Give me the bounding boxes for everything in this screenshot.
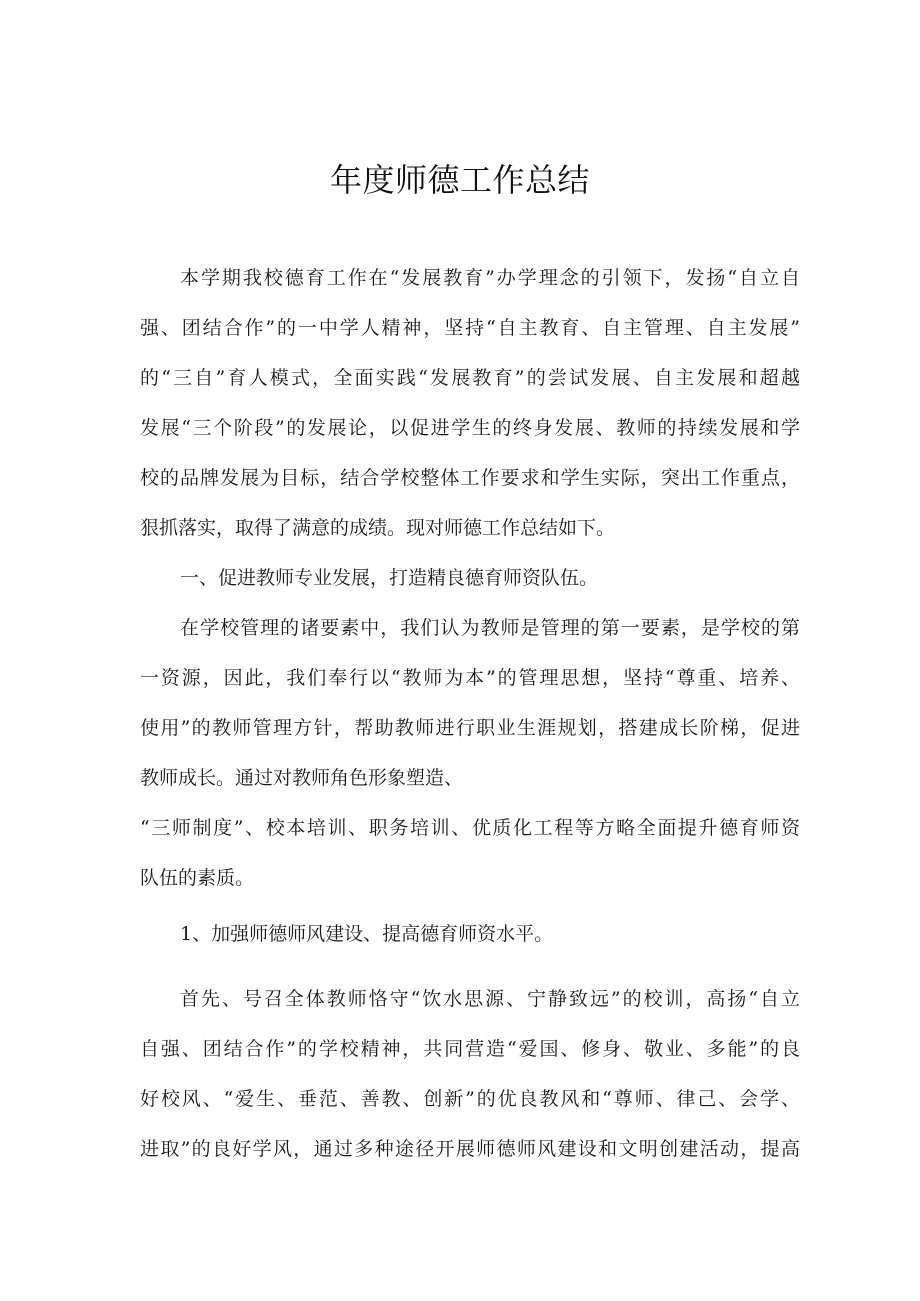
paragraph-line: 好校风、“爱生、垂范、善教、创新”的优良教风和“尊师、律己、会学、 [140, 1088, 800, 1110]
paragraph-line: 进取”的良好学风，通过多种途径开展师德师风建设和文明创建活动，提高 [140, 1138, 800, 1160]
paragraph-line: 狠抓落实，取得了满意的成绩。现对师德工作总结如下。 [140, 517, 616, 539]
paragraph-line: 本学期我校德育工作在“发展教育”办学理念的引领下，发扬“自立自 [180, 267, 800, 289]
paragraph-line: 使用”的教师管理方针，帮助教师进行职业生涯规划，搭建成长阶梯，促进 [140, 717, 800, 739]
paragraph-line: 教师成长。通过对教师角色形象塑造、 [140, 767, 464, 789]
paragraph-line: 自强、团结合作”的学校精神，共同营造“爱国、修身、敬业、多能”的良 [140, 1038, 800, 1060]
paragraph-line: 发展“三个阶段”的发展论，以促进学生的终身发展、教师的持续发展和学 [140, 417, 800, 439]
paragraph-line: “三师制度”、校本培训、职务培训、优质化工程等方略全面提升德育师资 [140, 817, 800, 839]
paragraph-line: 校的品牌发展为目标，结合学校整体工作要求和学生实际，突出工作重点， [140, 467, 800, 489]
paragraph-line: 队伍的素质。 [140, 867, 255, 889]
paragraph-line: 强、团结合作”的一中学人精神，坚持“自主教育、自主管理、自主发展” [140, 317, 800, 339]
paragraph-line: 在学校管理的诸要素中，我们认为教师是管理的第一要素，是学校的第 [180, 617, 800, 639]
document-title: 年度师德工作总结 [329, 161, 590, 199]
paragraph-line: 的“三自”育人模式，全面实践“发展教育”的尝试发展、自主发展和超越 [140, 367, 800, 389]
paragraph-line: 一资源，因此，我们奉行以“教师为本”的管理思想，坚持“尊重、培养、 [140, 667, 800, 689]
paragraph-line: 首先、号召全体教师恪守“饮水思源、宁静致远”的校训，高扬“自立 [180, 988, 800, 1010]
subsection-heading: 1、加强师德师风建设、提高德育师资水平。 [180, 923, 554, 945]
section-heading: 一、促进教师专业发展，打造精良德育师资队伍。 [180, 567, 599, 589]
